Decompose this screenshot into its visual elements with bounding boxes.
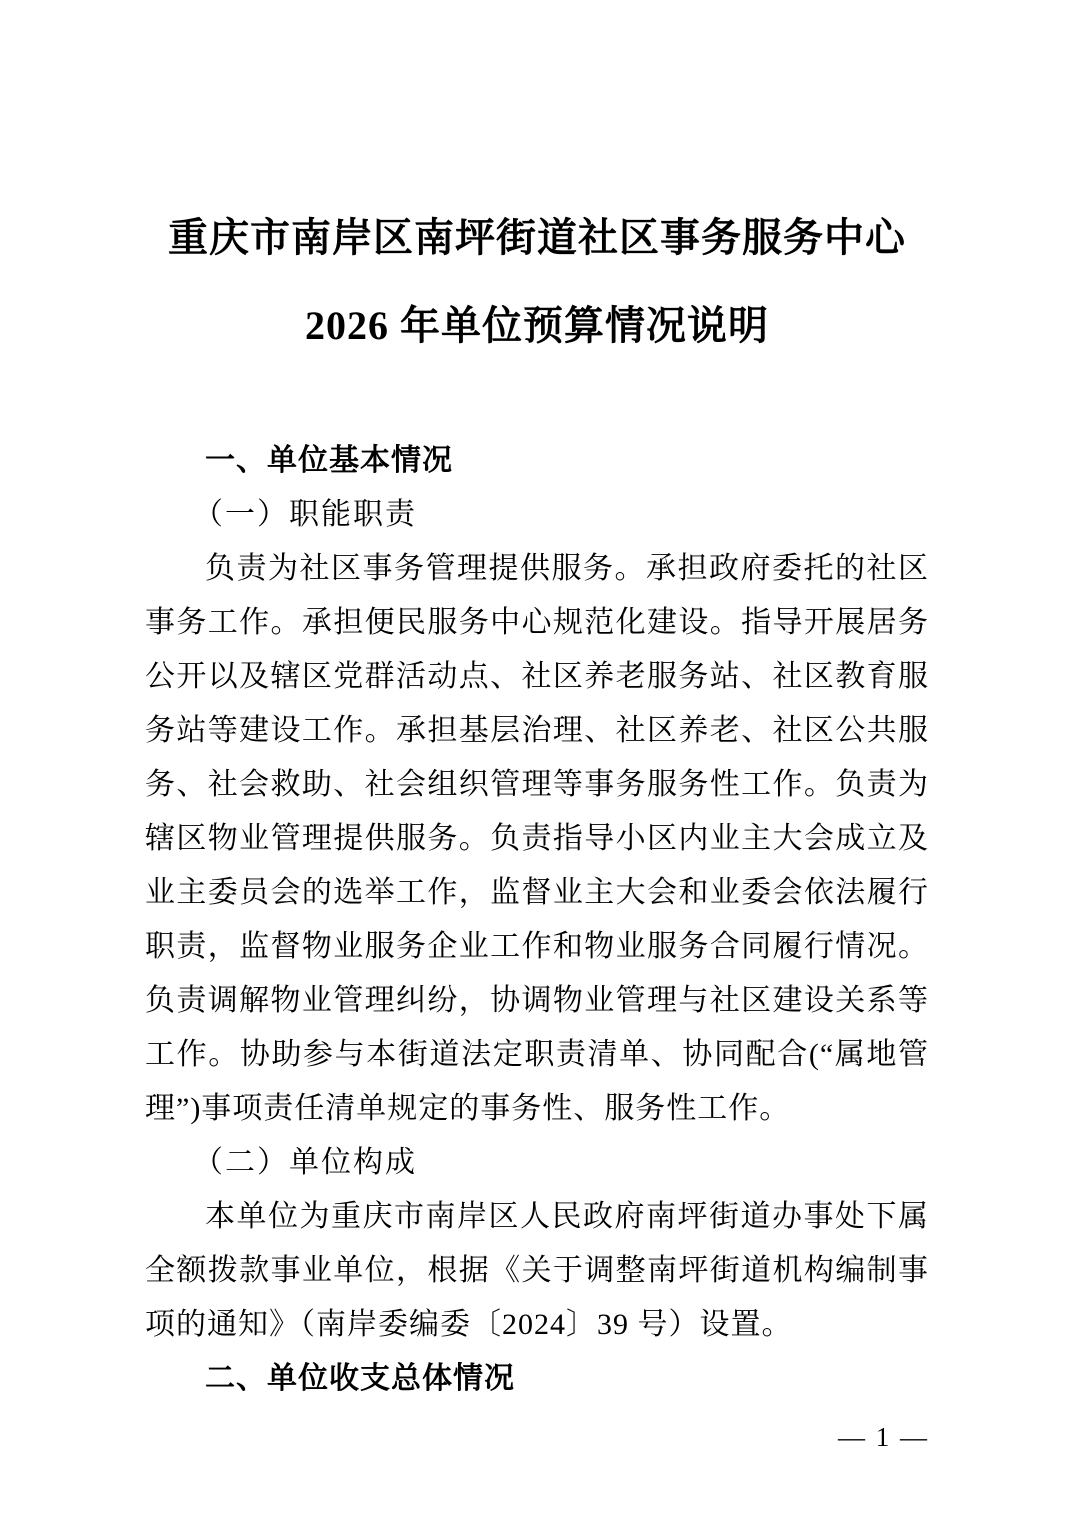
page-number: — 1 — <box>838 1422 929 1452</box>
document-body <box>145 434 929 1464</box>
document-title-line1: 重庆市南岸区南坪街道社区事务服务中心 <box>168 215 906 260</box>
subsection-heading-composition: （二）单位构成 <box>193 1146 417 1179</box>
subsection-heading-functions: （一）职能职责 <box>193 498 417 531</box>
paragraph-unit-composition: 本单位为重庆市南岸区人民政府南坪街道办事处下属全额拨款事业单位，根据《关于调整南坪街道机构编制事项的通知》（南岸委编委〔2024〕39 号）设置。 <box>145 1200 929 1341</box>
section-heading-basic-info: 一、单位基本情况 <box>205 444 453 477</box>
document-title-line2: 2026 年单位预算情况说明 <box>305 303 769 348</box>
paragraph-functions-duties: 负责为社区事务管理提供服务。承担政府委托的社区事务工作。承担便民服务中心规范化建设。指导开展居务公开以及辖区党群活动点、社区养老服务站、社区教育服务站等建设工作。承担基层治理、社区养老、社区公共服务、社会救助、社会组织管理等事务服务性工作。负责为辖区物业管理提供服务。负责指导小区内业主大会成立及业主委员会的选举工作，监督业主大会和业委会依法履行职责，监督物业服务企业工作和物业服务合同履行情况。负责调解物业管理纠纷，协调物业管理与社区建设关系等工作。协助参与本街道法定职责清单、协同配合(“属地管理”)事项责任清单规定的事务性、服务性工作。 <box>145 552 929 1125</box>
section-heading-revenue-expenditure: 二、单位收支总体情况 <box>205 1362 515 1395</box>
